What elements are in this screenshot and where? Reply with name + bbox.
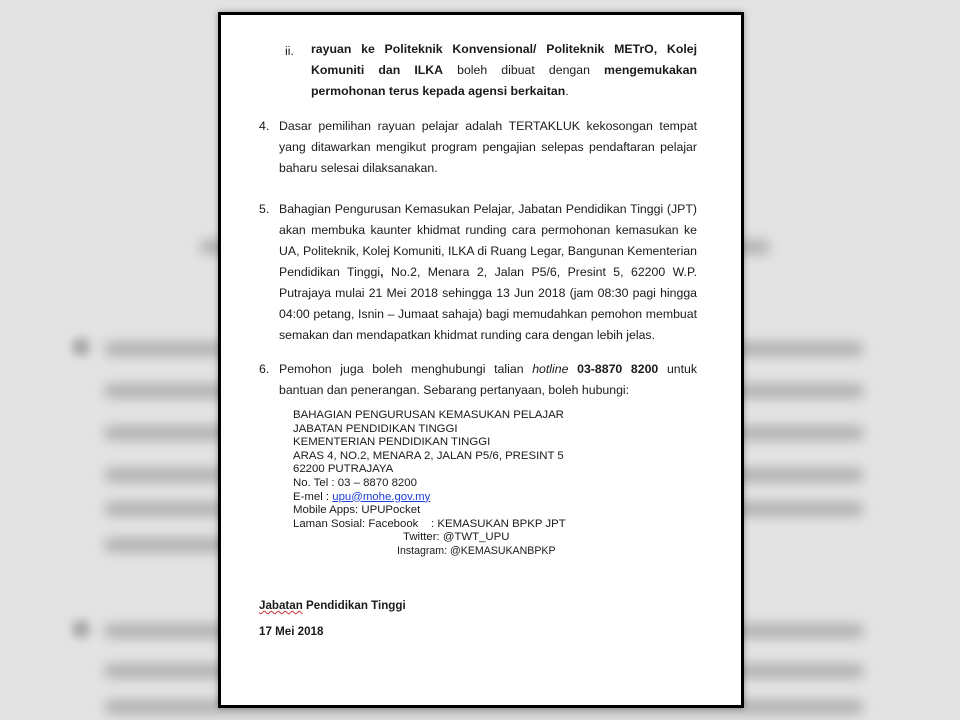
document-page [218,12,744,708]
item-5-number: 5. [259,202,270,216]
address-line-2: JABATAN PENDIDIKAN TINGGI [293,422,458,435]
social-label: Laman Sosial: Facebook [293,517,419,530]
item-5-text-2: No.2, Menara 2, Jalan P5/6, Presint 5, 62200 W.P. Putrajaya mulai 21 Mei 2018 sehingga 13 Jun 2018 (jam 08:30 pagi hingga 04:00 petang, Isnin – Jumaat sahaja) bagi memudahkan pemohon membuat semakan dan mendapatkan khidmat runding cara dengan lebih jelas. [279,265,697,342]
item-5-bold-comma: , [380,265,384,279]
instagram-row [293,545,613,559]
signature-name-part-1: Jabatan [259,599,303,612]
item-6-space [568,362,577,376]
item-ii-bold-2: mengemukakan permohonan terus kepada agensi berkaitan [311,63,697,98]
signature-name-part-2: Pendidikan Tinggi [302,599,406,612]
email-row [293,491,613,505]
email-label: E-mel : [293,490,333,503]
address-line-5: 62200 PUTRAJAYA [293,463,394,476]
telephone: No. Tel : 03 – 8870 8200 [293,476,417,489]
signature-date: 17 Mei 2018 [259,625,324,638]
item-ii-text-end: . [565,84,569,98]
item-6-phone-bold: 03-8870 8200 [577,362,659,376]
instagram-handle: : @KEMASUKANBPKP [444,544,556,557]
item-5-text-1: Bahagian Pengurusan Kemasukan Pelajar, Jabatan Pendidikan Tinggi (JPT) akan membuka kaunter khidmat runding cara permohonan kemasukan ke UA, Politeknik, Kolej Komuniti, ILKA di Ruang Legar, Bangunan Kementerian Pendidikan Tinggi [279,202,697,279]
contact-address-block [293,409,613,559]
item-4-number: 4. [259,119,270,133]
twitter-handle: Twitter: @TWT_UPU [403,531,510,544]
item-ii-text [311,39,697,102]
address-line-1: BAHAGIAN PENGURUSAN KEMASUKAN PELAJAR [293,409,564,421]
facebook-handle: : KEMASUKAN BPKP JPT [431,517,566,530]
email-link[interactable]: upu@mohe.gov.my [332,490,431,503]
address-line-4: ARAS 4, NO.2, MENARA 2, JALAN P5/6, PRESINT 5 [293,449,564,462]
social-row [293,518,613,532]
item-6-number: 6. [259,362,270,376]
instagram-label: Instagram [397,544,445,557]
item-ii-bold-1: rayuan ke Politeknik Konvensional/ Politeknik METrO, Kolej Komuniti dan ILKA [311,42,697,77]
item-6-text [279,359,697,401]
address-line-3: KEMENTERIAN PENDIDIKAN TINGGI [293,436,491,449]
item-6-text-2: untuk bantuan dan penerangan. Sebarang pertanyaan, boleh hubungi: [279,362,698,397]
item-6-text-1: Pemohon juga boleh menghubungi talian [279,362,533,376]
item-ii-text-2: boleh dibuat dengan [443,63,605,77]
item-6-hotline-italic: hotline [532,362,569,376]
item-4-text: Dasar pemilihan rayuan pelajar adalah TERTAKLUK kekosongan tempat yang ditawarkan mengikut program pengajian selepas pendaftaran pelajar baharu selesai dilaksanakan. [279,119,697,175]
signature-name [259,595,406,616]
item-5-text [279,199,697,346]
mobile-apps: Mobile Apps: UPUPocket [293,504,421,517]
item-ii-number: ii. [285,44,294,58]
